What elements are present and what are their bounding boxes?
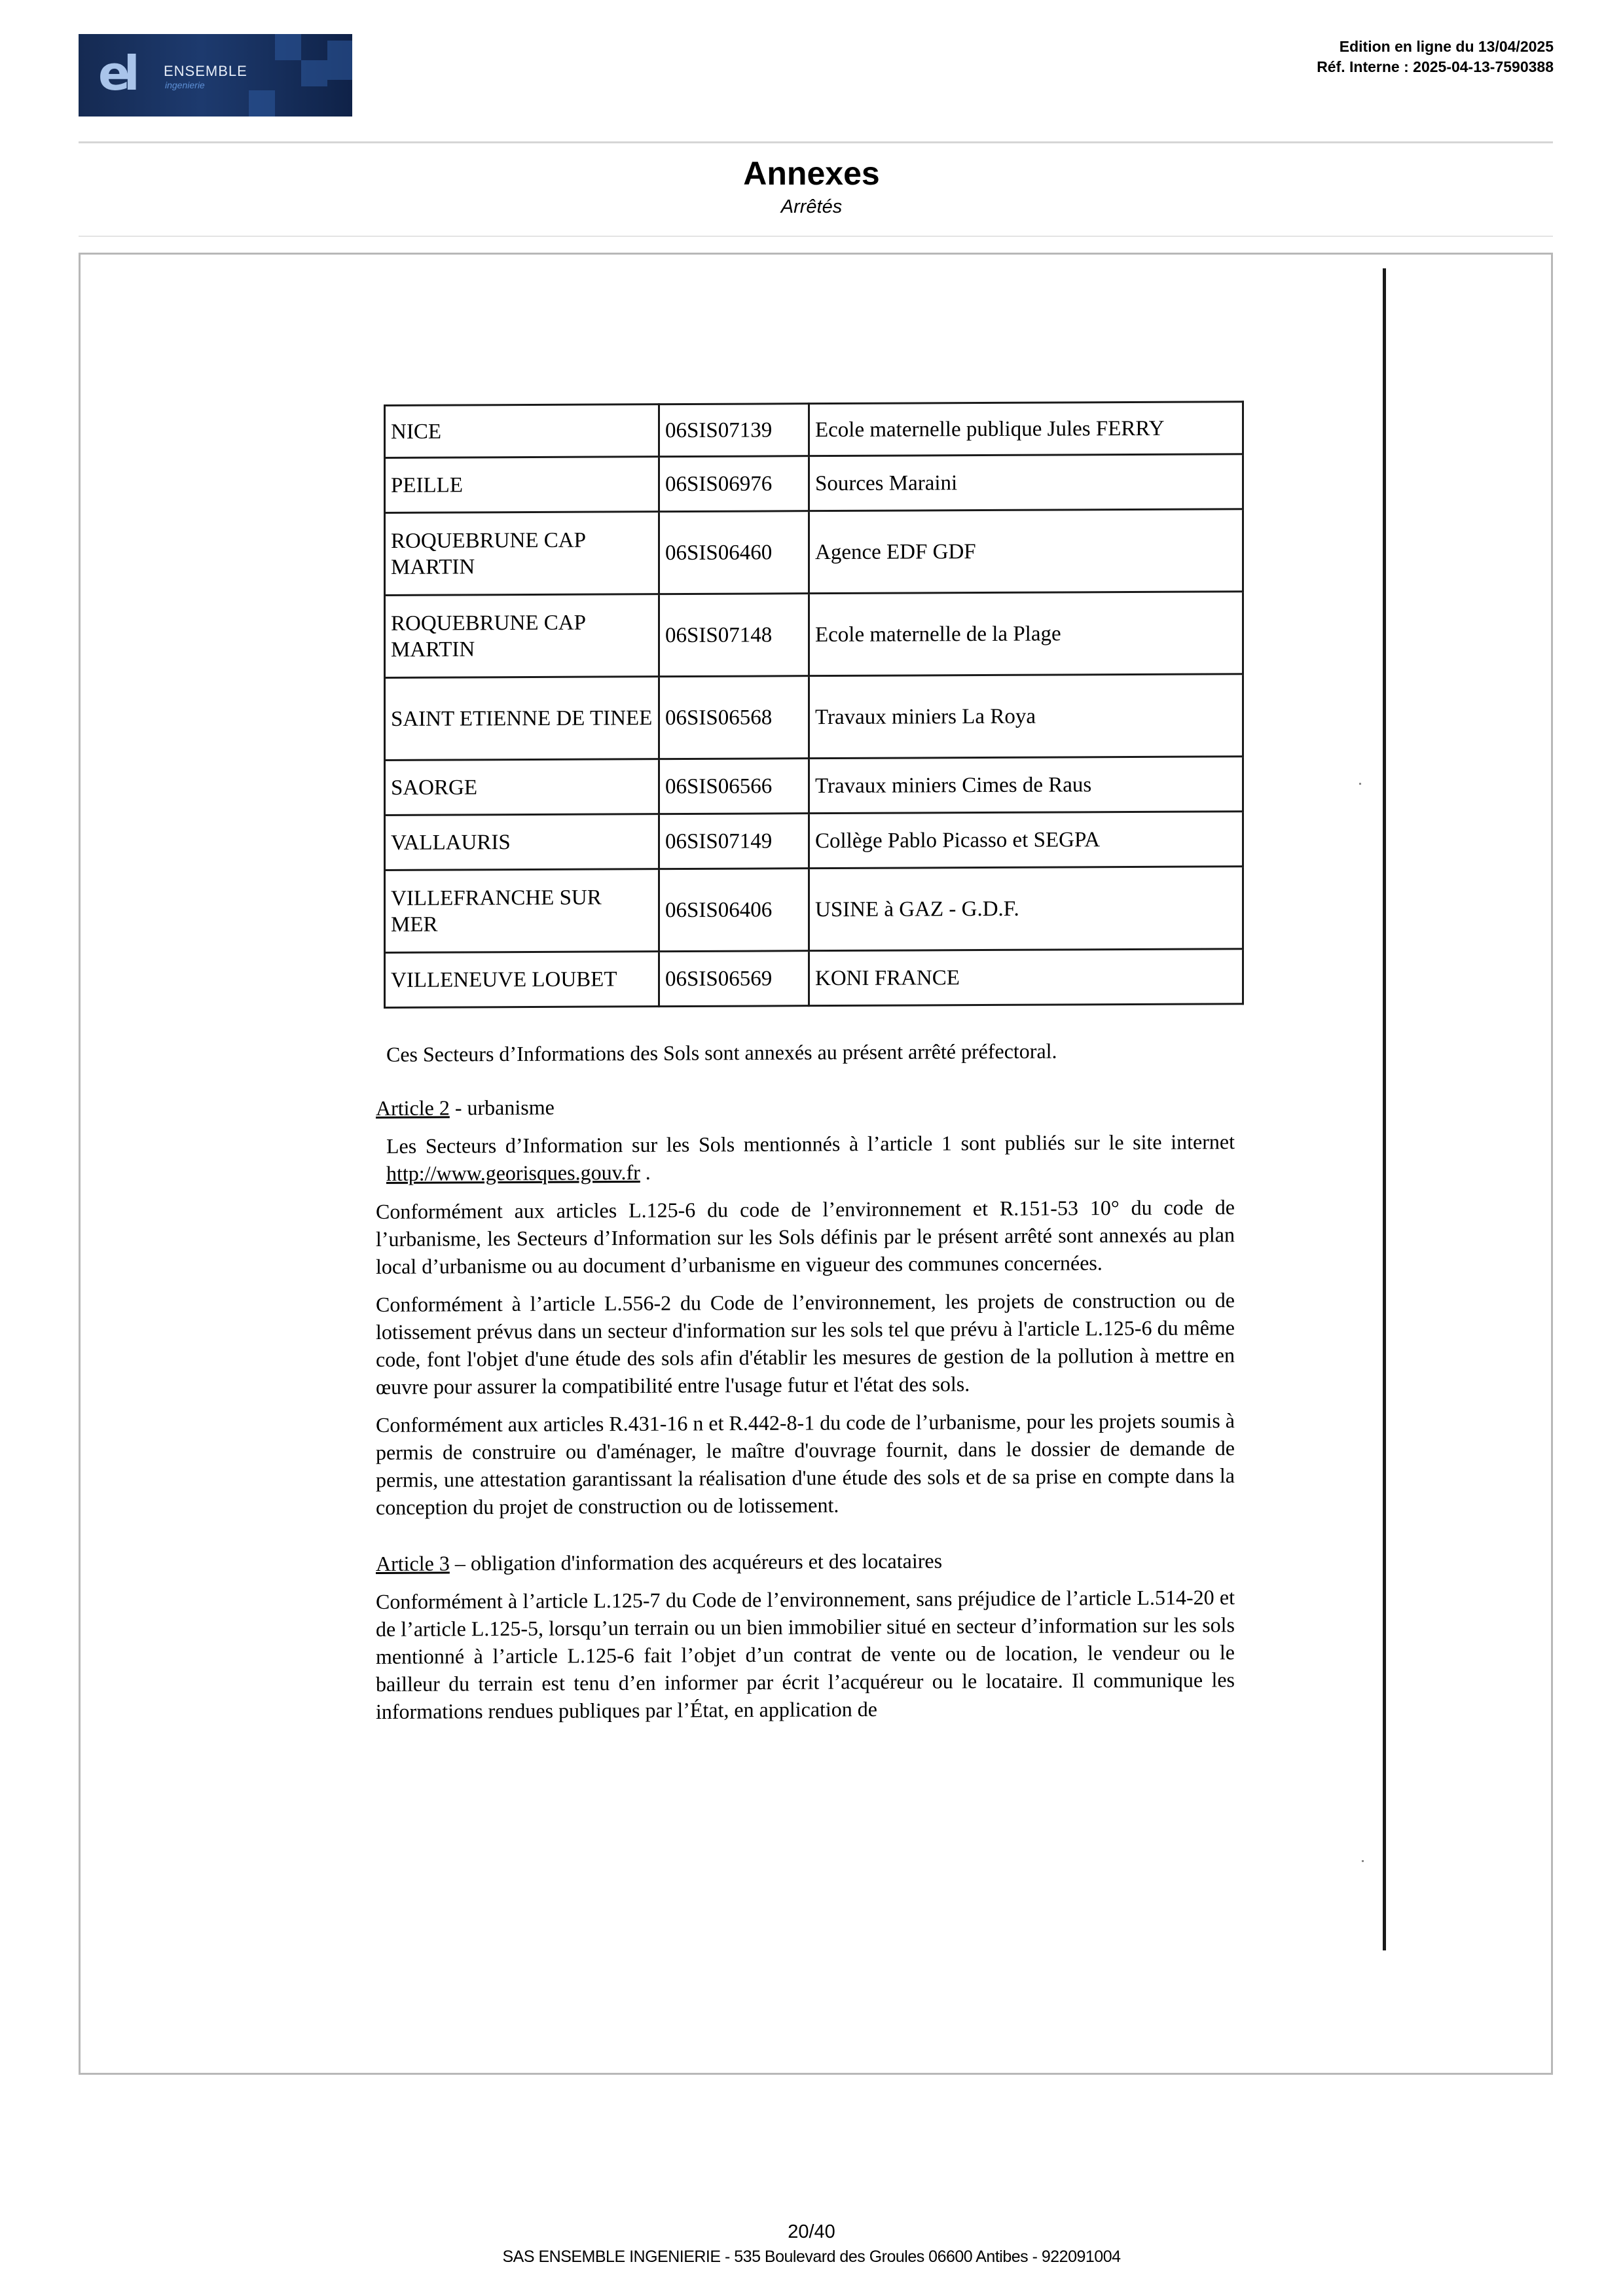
sis-code-cell: 06SIS06568 (659, 676, 809, 759)
scan-edge-line (1383, 268, 1386, 1950)
sis-code-cell: 06SIS07148 (659, 594, 809, 677)
site-name-cell: Sources Maraini (809, 454, 1243, 511)
edition-date: Edition en ligne du 13/04/2025 (1339, 38, 1554, 55)
commune-cell: VILLEFRANCHE SUR MER (385, 869, 659, 953)
article-2-paragraph-2: Conformément aux articles L.125-6 du code de l’environnement et R.151-53 10° du code de l’urbanisme, les Secteurs d’Information sur les Sols définis par le présent arrêté sont annexés au plan local d’urbanisme ou au document d’urbanisme en vigueur des communes concernées. (376, 1195, 1235, 1278)
logo-name: ENSEMBLE (164, 63, 247, 79)
commune-cell: VILLENEUVE LOUBET (385, 952, 659, 1008)
article-2-p1-text: Les Secteurs d’Information sur les Sols mentionnés à l’article 1 sont publiés sur le site internet (386, 1130, 1235, 1158)
georisques-link[interactable]: http://www.georisques.gouv.fr (386, 1160, 640, 1185)
site-name-cell: Travaux miniers Cimes de Raus (809, 757, 1243, 814)
commune-cell: PEILLE (385, 457, 659, 513)
site-name-cell: Travaux miniers La Roya (809, 674, 1243, 759)
article-2-label: Article 2 (376, 1096, 450, 1120)
table-row (385, 757, 1243, 816)
table-row (385, 509, 1243, 596)
sis-code-cell: 06SIS06566 (659, 759, 809, 814)
table-row (385, 949, 1243, 1008)
site-name-cell: USINE à GAZ - G.D.F. (809, 867, 1243, 951)
table-row (385, 454, 1243, 513)
article-2-paragraph-3: Conformément à l’article L.556-2 du Code de l’environnement, les projets de construction ou de lotissement prévus dans un secteur d'information sur les sols tel que prévu à l'article L.125-6 du même code, font l'objet d'une étude des sols afin d'établir les mesures de gestion de la pollution à mettre en œuvre pour assurer la compatibilité entre l'usage futur et l'état des sols. (376, 1288, 1235, 1399)
decree-text (376, 1036, 1235, 1736)
sis-code-cell: 06SIS07149 (659, 814, 809, 869)
scan-speck (1359, 783, 1361, 785)
article-2-heading (376, 1090, 1235, 1122)
header-divider (79, 141, 1553, 143)
site-name-cell: Agence EDF GDF (809, 509, 1243, 594)
site-name-cell: Ecole maternelle publique Jules FERRY (809, 402, 1243, 456)
article-2-paragraph-1 (386, 1128, 1235, 1187)
site-name-cell: Ecole maternelle de la Plage (809, 592, 1243, 676)
table-row (385, 867, 1243, 953)
sis-code-cell: 06SIS06976 (659, 456, 809, 512)
commune-cell: NICE (385, 404, 659, 458)
scan-speck (1362, 1860, 1364, 1862)
article-2-paragraph-4: Conformément aux articles R.431-16 n et R.442-8-1 du code de l’urbanisme, pour les projets soumis à permis de construire ou d'aménager, le maître d'ouvrage fournit, dans le dossier de demande de permis, une attestation garantissant la réalisation d'une étude des sols et de sa prise en compte dans la conception du projet de construction ou de lotissement. (376, 1408, 1235, 1519)
page-title: Annexes (743, 155, 880, 192)
article-3-heading (376, 1545, 1235, 1577)
article-2-p1-end: . (640, 1160, 651, 1184)
commune-cell: ROQUEBRUNE CAP MARTIN (385, 512, 659, 596)
company-footer: SAS ENSEMBLE INGENIERIE - 535 Boulevard des Groules 06600 Antibes - 922091004 (502, 2248, 1121, 2266)
commune-cell: VALLAURIS (385, 814, 659, 870)
company-logo (79, 34, 352, 117)
sis-table (384, 401, 1244, 1009)
page-subtitle: Arrêtés (780, 196, 843, 217)
edition-info (1317, 37, 1554, 77)
sis-code-cell: 06SIS07139 (659, 404, 809, 457)
logo-tagline: ingenierie (165, 80, 205, 90)
table-row (385, 402, 1243, 458)
article-3-title: – obligation d'information des acquéreurs et des locataires (449, 1549, 943, 1575)
table-row (385, 812, 1243, 870)
annex-note: Ces Secteurs d’Informations des Sols sont annexés au présent arrêté préfectoral. (386, 1039, 1057, 1066)
article-3-paragraph-1: Conformément à l’article L.125-7 du Code de l’environnement, sans préjudice de l’article L.514-20 et de l’article L.125-5, lorsqu’un terrain ou un bien immobilier situé en secteur d’information sur les sols mentionné à l’article L.125-6 fait l’objet d’un contrat de vente ou de location, le vendeur ou le bailleur du terrain est tenu d’en informer par écrit l’acquéreur ou le locataire. Il communique les informations rendues publiques par l’État, en application de (376, 1585, 1235, 1723)
table-row (385, 592, 1243, 678)
commune-cell: SAINT ETIENNE DE TINEE (385, 677, 659, 761)
sis-code-cell: 06SIS06406 (659, 869, 809, 952)
article-3-label: Article 3 (376, 1551, 450, 1575)
logo-mark-icon: el (98, 46, 134, 101)
page-number: 20/40 (788, 2221, 835, 2242)
site-name-cell: Collège Pablo Picasso et SEGPA (809, 812, 1243, 869)
title-divider (79, 236, 1553, 237)
sis-code-cell: 06SIS06460 (659, 511, 809, 594)
table-row (385, 674, 1243, 761)
internal-reference: Réf. Interne : 2025-04-13-7590388 (1317, 58, 1554, 75)
sis-code-cell: 06SIS06569 (659, 951, 809, 1007)
article-2-title: - urbanisme (449, 1095, 555, 1120)
site-name-cell: KONI FRANCE (809, 949, 1243, 1006)
commune-cell: SAORGE (385, 759, 659, 816)
commune-cell: ROQUEBRUNE CAP MARTIN (385, 594, 659, 678)
